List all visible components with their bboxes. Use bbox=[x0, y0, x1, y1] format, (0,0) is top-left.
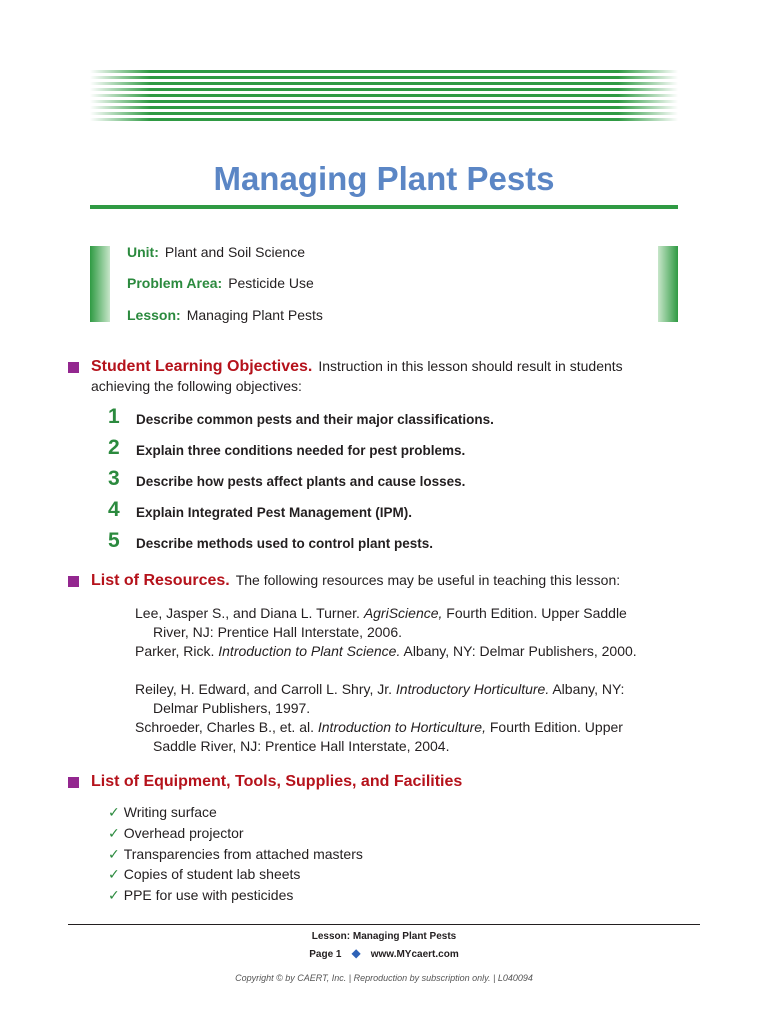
objectives-intro-cont: achieving the following objectives: bbox=[91, 378, 302, 394]
equipment-item bbox=[108, 825, 244, 842]
meta-lesson-label: Lesson: bbox=[127, 307, 181, 323]
equipment-item-label: Copies of student lab sheets bbox=[123, 866, 301, 882]
meta-unit-value: Plant and Soil Science bbox=[164, 244, 305, 260]
diamond-icon: ◆ bbox=[351, 946, 361, 960]
equipment-item-label: PPE for use with pesticides bbox=[123, 887, 294, 903]
page-title: Managing Plant Pests bbox=[213, 160, 555, 197]
citation-title: Introduction to Plant Science. bbox=[218, 643, 401, 659]
equipment-item bbox=[108, 804, 217, 821]
checkmark-icon: ✓ bbox=[108, 866, 120, 882]
citation-author: Schroeder, Charles B., et. al. bbox=[135, 719, 318, 735]
equipment-item bbox=[108, 866, 300, 883]
objectives-intro: Instruction in this lesson should result in students bbox=[318, 358, 623, 374]
resource-citation bbox=[135, 604, 653, 642]
equipment-item bbox=[108, 887, 293, 904]
meta-right-bar bbox=[658, 246, 678, 322]
meta-left-bar bbox=[90, 246, 110, 322]
meta-unit bbox=[127, 244, 305, 260]
equipment-item bbox=[108, 846, 363, 863]
citation-author: Parker, Rick. bbox=[135, 643, 219, 659]
citation-publisher: Albany, NY: Delmar Publishers, 2000. bbox=[400, 643, 637, 659]
meta-problem-value: Pesticide Use bbox=[228, 275, 314, 291]
citation-author: Lee, Jasper S., and Diana L. Turner. bbox=[135, 605, 364, 621]
footer-divider bbox=[68, 924, 700, 925]
citation-title: Introduction to Horticulture, bbox=[317, 719, 486, 735]
objectives-heading-text: Student Learning Objectives. bbox=[91, 358, 313, 375]
meta-unit-label: Unit: bbox=[127, 244, 159, 260]
resource-citation bbox=[135, 680, 653, 718]
title-divider bbox=[90, 205, 678, 209]
equipment-heading: List of Equipment, Tools, Supplies, and Facilities bbox=[91, 773, 463, 790]
section-bullet-square bbox=[68, 362, 79, 373]
citation-title: AgriScience, bbox=[363, 605, 443, 621]
meta-problem-area bbox=[127, 275, 314, 291]
section-bullet-square bbox=[68, 576, 79, 587]
footer-lesson: Lesson: Managing Plant Pests bbox=[311, 931, 457, 942]
resources-heading-text: List of Resources. bbox=[91, 572, 230, 589]
resource-citation bbox=[135, 642, 653, 661]
section-bullet-square bbox=[68, 777, 79, 788]
resource-citation bbox=[135, 718, 653, 756]
objective-text: Explain three conditions needed for pest problems. bbox=[136, 443, 466, 458]
citation-publisher: Fourth Edition. Upper Saddle River, NJ: Prentice Hall Interstate, 2006. bbox=[153, 605, 627, 640]
citation-title: Introductory Horticulture. bbox=[395, 681, 550, 697]
citation-publisher: Albany, NY: Delmar Publishers, 1997. bbox=[153, 681, 625, 716]
objectives-heading bbox=[91, 358, 623, 376]
objective-number: 4 bbox=[108, 498, 120, 521]
resources-heading bbox=[91, 572, 620, 590]
checkmark-icon: ✓ bbox=[108, 804, 120, 820]
meta-lesson-value: Managing Plant Pests bbox=[186, 307, 323, 323]
footer-site: www.MYcaert.com bbox=[370, 949, 459, 960]
citation-publisher: Fourth Edition. Upper Saddle River, NJ: Prentice Hall Interstate, 2004. bbox=[153, 719, 623, 754]
checkmark-icon: ✓ bbox=[108, 887, 120, 903]
objective-text: Describe common pests and their major classifications. bbox=[136, 412, 494, 427]
meta-problem-label: Problem Area: bbox=[127, 275, 223, 291]
objective-text: Describe how pests affect plants and cause losses. bbox=[136, 474, 466, 489]
objective-text: Explain Integrated Pest Management (IPM). bbox=[136, 505, 413, 520]
objective-number: 3 bbox=[108, 467, 120, 490]
resources-intro: The following resources may be useful in teaching this lesson: bbox=[235, 572, 621, 588]
objective-number: 1 bbox=[108, 405, 120, 428]
equipment-item-label: Transparencies from attached masters bbox=[123, 846, 363, 862]
meta-lesson bbox=[127, 307, 323, 323]
footer-copyright: Copyright © by CAERT, Inc. | Reproduction by subscription only. | L040094 bbox=[235, 973, 533, 983]
equipment-item-label: Writing surface bbox=[123, 804, 217, 820]
citation-author: Reiley, H. Edward, and Carroll L. Shry, Jr. bbox=[135, 681, 396, 697]
checkmark-icon: ✓ bbox=[108, 846, 120, 862]
checkmark-icon: ✓ bbox=[108, 825, 120, 841]
equipment-item-label: Overhead projector bbox=[123, 825, 244, 841]
footer-page-number: Page 1 bbox=[309, 949, 342, 960]
objective-number: 5 bbox=[108, 529, 120, 552]
header-stripe-fade bbox=[90, 70, 678, 122]
footer-page-line bbox=[0, 946, 768, 960]
objective-number: 2 bbox=[108, 436, 120, 459]
objective-text: Describe methods used to control plant pests. bbox=[136, 536, 434, 551]
